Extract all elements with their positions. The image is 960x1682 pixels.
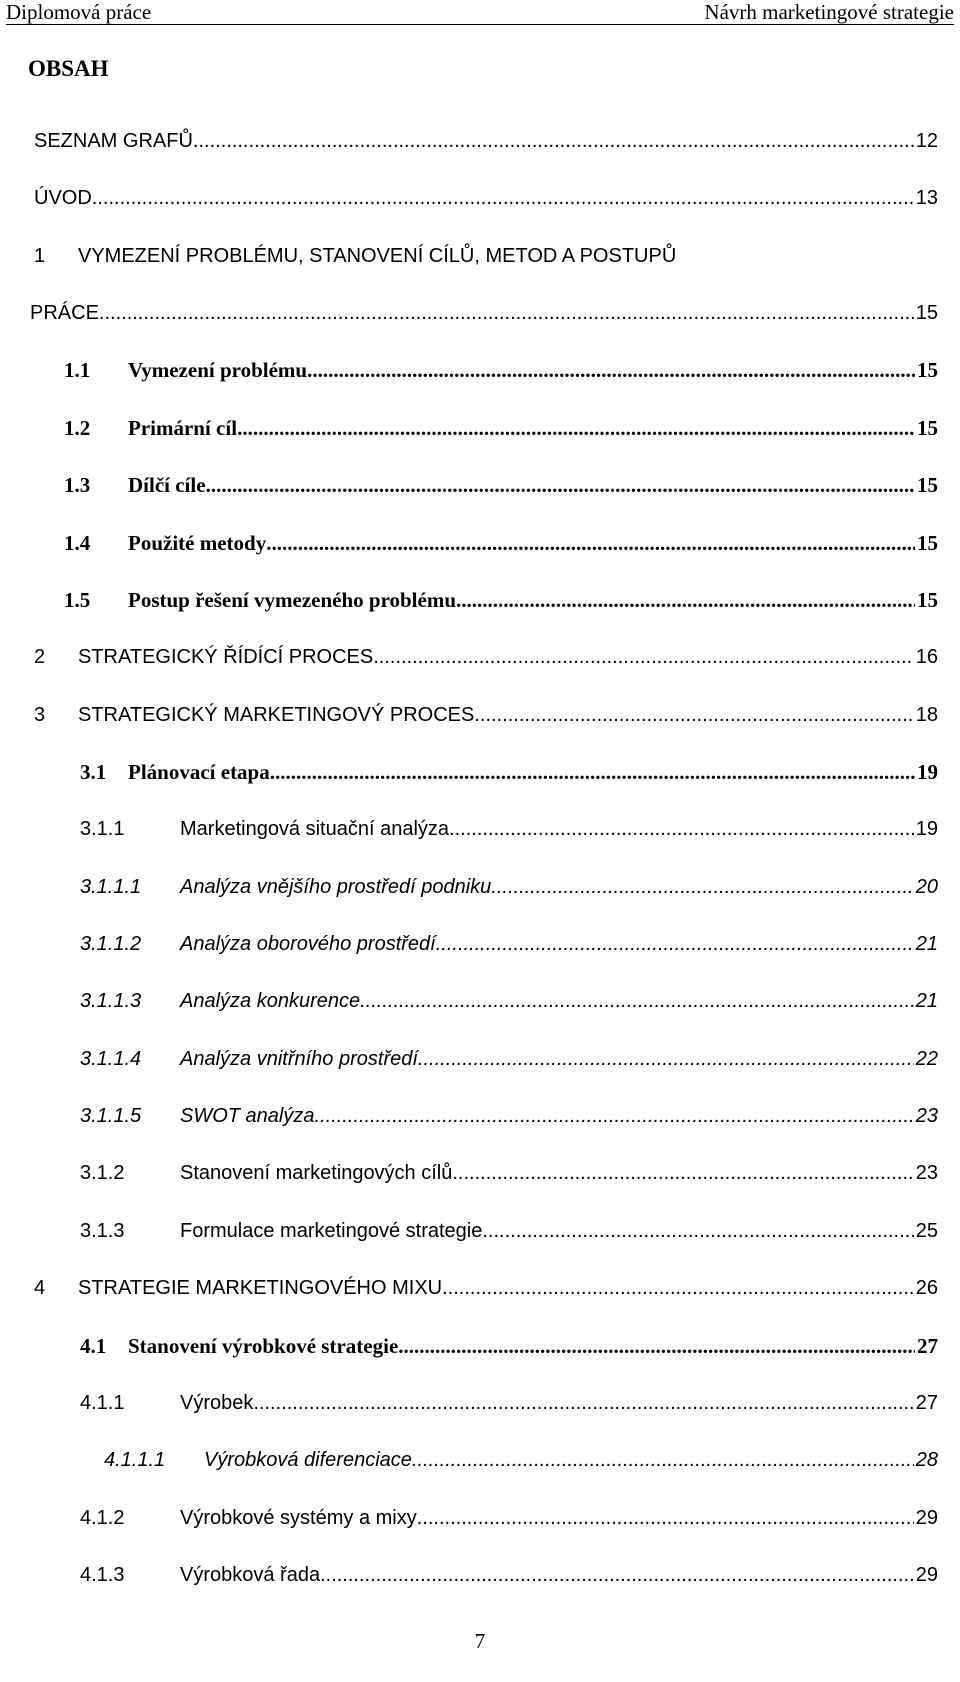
toc-entry-title: Použité metody [128, 531, 267, 555]
toc-entry-number: 4.1 [80, 1334, 107, 1358]
toc-leader-dots [398, 1331, 915, 1361]
toc-entry-title: Postup řešení vymezeného problému [128, 588, 457, 612]
header-document-type: Diplomová práce [6, 0, 152, 24]
toc-entry[interactable] [0, 1445, 960, 1475]
toc-entry-page: 15 [917, 473, 938, 497]
toc-entry[interactable] [0, 1101, 960, 1131]
toc-entry-number: 3.1.1.4 [80, 1048, 142, 1070]
toc-leader-dots [373, 642, 914, 672]
toc-leader-dots [92, 183, 914, 213]
toc-entry-title: STRATEGICKÝ MARKETINGOVÝ PROCES [78, 704, 475, 726]
toc-entry-number: 3.1.1.5 [80, 1105, 142, 1127]
toc-entry-title: Analýza vnějšího prostředí podniku [180, 876, 492, 898]
toc-leader-dots [314, 1101, 913, 1131]
toc-entry-page: 23 [915, 1105, 938, 1127]
toc-entry-number: 3.1.2 [80, 1162, 125, 1184]
toc-entry-page: 15 [917, 531, 938, 555]
toc-leader-dots [237, 413, 915, 443]
toc-entry-page: 16 [915, 646, 938, 668]
toc-entry-title: STRATEGIE MARKETINGOVÉHO MIXU [78, 1277, 443, 1299]
toc-entry[interactable] [0, 585, 960, 615]
toc-leader-dots [193, 126, 914, 156]
toc-entry-title: Stanovení výrobkové strategie [128, 1334, 399, 1358]
toc-entry[interactable] [0, 1158, 960, 1188]
toc-leader-dots [307, 355, 915, 385]
toc-entry-title: Marketingová situační analýza [180, 818, 450, 840]
toc-leader-dots [270, 757, 915, 787]
toc-entry-number: 1 [34, 245, 46, 267]
toc-entry-page: 27 [917, 1334, 938, 1358]
toc-entry-title: Primární cíl [128, 416, 238, 440]
toc-leader-dots [418, 1044, 914, 1074]
toc-entry[interactable] [0, 413, 960, 443]
toc-entry-number: 4.1.1 [80, 1392, 125, 1414]
toc-entry[interactable] [0, 1044, 960, 1074]
toc-entry-continuation[interactable] [0, 298, 960, 328]
page-number: 7 [474, 1629, 486, 1653]
toc-leader-dots [360, 986, 914, 1016]
toc-leader-dots [99, 298, 914, 328]
toc-entry-page: 18 [915, 704, 938, 726]
toc-entry-title: Analýza vnitřního prostředí [180, 1048, 418, 1070]
toc-entry-title: VYMEZENÍ PROBLÉMU, STANOVENÍ CÍLŮ, METOD A POSTUPŮ [78, 245, 677, 267]
header-document-title: Návrh marketingové strategie [704, 0, 954, 24]
toc-entry-number: 3.1.1.3 [80, 990, 142, 1012]
toc-entry-number: 4.1.2 [80, 1507, 125, 1529]
toc-leader-dots [253, 1388, 913, 1418]
toc-entry-page: 19 [915, 818, 938, 840]
toc-entry[interactable] [0, 1503, 960, 1533]
toc-entry-title: Výrobek [180, 1392, 254, 1414]
toc-entry-page: 12 [915, 130, 938, 152]
toc-entry-title: Plánovací etapa [128, 760, 270, 784]
toc-entry[interactable] [0, 700, 960, 730]
toc-entry-page: 29 [915, 1507, 938, 1529]
toc-leader-dots [266, 528, 915, 558]
toc-entry[interactable] [0, 872, 960, 902]
toc-entry-title: Vymezení problému [128, 358, 308, 382]
toc-entry-page: 25 [915, 1220, 938, 1242]
toc-entry-number: 1.4 [64, 531, 91, 555]
toc-entry[interactable] [0, 757, 960, 787]
toc-entry-number: 3.1.1.1 [80, 876, 142, 898]
toc-entry[interactable] [0, 355, 960, 385]
toc-leader-dots [442, 1273, 914, 1303]
toc-entry-title: Výrobkové systémy a mixy [180, 1507, 417, 1529]
toc-entry[interactable] [0, 126, 960, 156]
toc-entry[interactable] [0, 1331, 960, 1361]
toc-entry[interactable] [0, 929, 960, 959]
toc-entry-page: 21 [915, 933, 938, 955]
toc-entry[interactable] [0, 1216, 960, 1246]
toc-entry-number: 4 [34, 1277, 46, 1299]
toc-leader-dots [412, 1445, 914, 1475]
toc-entry-page: 26 [915, 1277, 938, 1299]
toc-title: OBSAH [28, 56, 109, 81]
toc-entry[interactable] [0, 1388, 960, 1418]
toc-leader-dots [417, 1503, 914, 1533]
toc-entry-title: Stanovení marketingových cílů [180, 1162, 453, 1184]
toc-leader-dots [491, 872, 913, 902]
toc-entry-title: PRÁCE [30, 302, 99, 324]
toc-entry-title: Formulace marketingové strategie [180, 1220, 483, 1242]
toc-entry[interactable] [0, 528, 960, 558]
toc-entry-page: 23 [915, 1162, 938, 1184]
toc-entry-number: 4.1.1.1 [104, 1449, 166, 1471]
toc-entry-number: 2 [34, 646, 46, 668]
toc-entry-number: 3 [34, 704, 46, 726]
toc-entry-page: 28 [915, 1449, 938, 1471]
toc-entry-number: 1.3 [64, 473, 91, 497]
toc-leader-dots [206, 470, 915, 500]
toc-entry-title: SEZNAM GRAFŮ [34, 130, 193, 152]
toc-entry[interactable] [0, 1273, 960, 1303]
toc-entry-title: Analýza konkurence [180, 990, 361, 1012]
toc-entry-page: 13 [915, 187, 938, 209]
toc-entry[interactable] [0, 814, 960, 844]
toc-entry-number: 4.1.3 [80, 1564, 125, 1586]
toc-entry-page: 20 [915, 876, 938, 898]
toc-leader-dots [436, 929, 914, 959]
toc-entry-number: 3.1.1.2 [80, 933, 142, 955]
toc-entry[interactable] [0, 241, 960, 271]
toc-entry-title: SWOT analýza [180, 1105, 315, 1127]
toc-entry-title: STRATEGICKÝ ŘÍDÍCÍ PROCES [78, 646, 374, 668]
toc-entry[interactable] [0, 642, 960, 672]
toc-entry-page: 29 [915, 1564, 938, 1586]
toc-entry-number: 3.1.1 [80, 818, 125, 840]
toc-entry-page: 21 [915, 990, 938, 1012]
toc-entry-number: 1.2 [64, 416, 91, 440]
toc-entry-number: 3.1.3 [80, 1220, 125, 1242]
toc-leader-dots [474, 700, 913, 730]
toc-entry-page: 27 [915, 1392, 938, 1414]
toc-leader-dots [456, 585, 915, 615]
toc-entry[interactable] [0, 1560, 960, 1590]
toc-entry-page: 19 [917, 760, 938, 784]
toc-leader-dots [482, 1216, 913, 1246]
toc-entry-title: ÚVOD [34, 187, 92, 209]
toc-entry-page: 15 [915, 302, 938, 324]
toc-entry[interactable] [0, 470, 960, 500]
toc-entry-page: 22 [915, 1048, 938, 1070]
toc-leader-dots [449, 814, 914, 844]
toc-entry-number: 1.1 [64, 358, 91, 382]
toc-entry-title: Dílčí cíle [128, 473, 206, 497]
toc-entry[interactable] [0, 986, 960, 1016]
toc-entry-title: Výrobková diferenciace [204, 1449, 412, 1471]
toc-leader-dots [452, 1158, 913, 1188]
toc-entry-title: Analýza oborového prostředí [180, 933, 436, 955]
toc-entry[interactable] [0, 183, 960, 213]
toc-entry-page: 15 [917, 358, 938, 382]
toc-leader-dots [320, 1560, 914, 1590]
toc-entry-number: 1.5 [64, 588, 91, 612]
toc-entry-title: Výrobková řada [180, 1564, 321, 1586]
toc-entry-page: 15 [917, 416, 938, 440]
toc-entry-number: 3.1 [80, 760, 107, 784]
running-header [6, 0, 954, 25]
toc-entry-page: 15 [917, 588, 938, 612]
